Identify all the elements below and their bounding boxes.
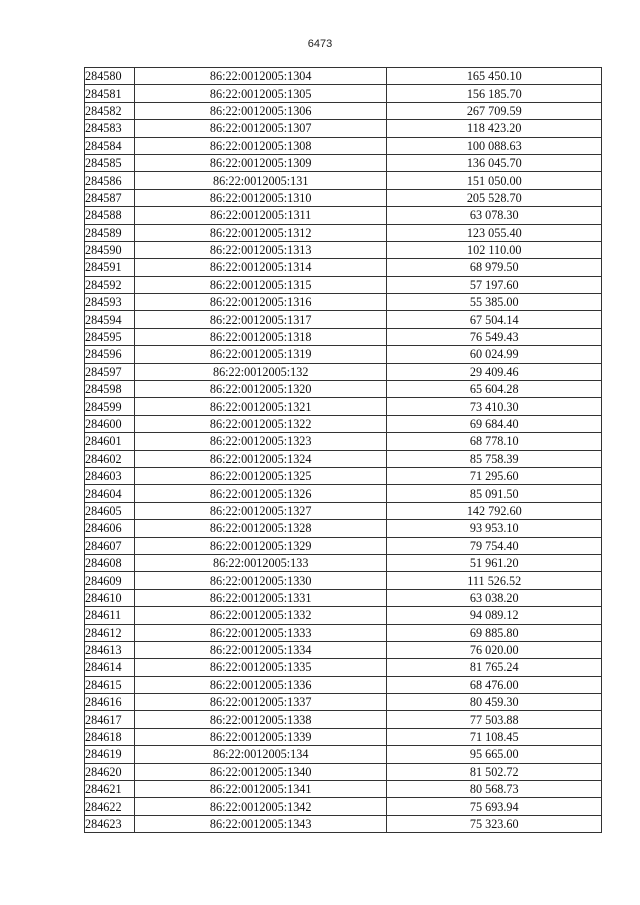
table-row: [85, 363, 602, 380]
cadastral-number-cell: 86:22:0012005:1306: [134, 102, 387, 119]
row-id-cell: 284585: [85, 154, 135, 171]
cadastral-value-cell: 267 709.59: [387, 102, 602, 119]
cadastral-number-cell: 86:22:0012005:1319: [134, 346, 387, 363]
cadastral-number-cell: 86:22:0012005:1317: [134, 311, 387, 328]
cadastral-number-cell: 86:22:0012005:134: [134, 746, 387, 763]
table-row: [85, 520, 602, 537]
table-row: [85, 207, 602, 224]
cadastral-number-cell: 86:22:0012005:1342: [134, 798, 387, 815]
cadastral-number-cell: 86:22:0012005:1318: [134, 328, 387, 345]
cadastral-value-cell: 136 045.70: [387, 154, 602, 171]
cadastral-number-cell: 86:22:0012005:1320: [134, 381, 387, 398]
table-row: [85, 711, 602, 728]
cadastral-value-cell: 68 476.00: [387, 676, 602, 693]
table-row: [85, 398, 602, 415]
cadastral-value-cell: 94 089.12: [387, 607, 602, 624]
cadastral-value-cell: 65 604.28: [387, 381, 602, 398]
table-row: [85, 781, 602, 798]
row-id-cell: 284618: [85, 728, 135, 745]
cadastral-value-cell: 63 038.20: [387, 589, 602, 606]
row-id-cell: 284594: [85, 311, 135, 328]
table-row: [85, 485, 602, 502]
row-id-cell: 284584: [85, 137, 135, 154]
row-id-cell: 284604: [85, 485, 135, 502]
cadastral-value-cell: 156 185.70: [387, 85, 602, 102]
cadastral-value-cell: 118 423.20: [387, 120, 602, 137]
row-id-cell: 284582: [85, 102, 135, 119]
cadastral-value-cell: 71 108.45: [387, 728, 602, 745]
row-id-cell: 284597: [85, 363, 135, 380]
cadastral-value-cell: 79 754.40: [387, 537, 602, 554]
table-row: [85, 641, 602, 658]
table-row: [85, 102, 602, 119]
cadastral-value-cell: 57 197.60: [387, 276, 602, 293]
cadastral-value-cell: 69 684.40: [387, 415, 602, 432]
cadastral-number-cell: 86:22:0012005:131: [134, 172, 387, 189]
table-row: [85, 224, 602, 241]
row-id-cell: 284609: [85, 572, 135, 589]
cadastral-value-cell: 95 665.00: [387, 746, 602, 763]
table-row: [85, 694, 602, 711]
cadastral-number-cell: 86:22:0012005:1308: [134, 137, 387, 154]
row-id-cell: 284587: [85, 189, 135, 206]
table-row: [85, 68, 602, 85]
table-row: [85, 607, 602, 624]
cadastral-number-cell: 86:22:0012005:1332: [134, 607, 387, 624]
table-row: [85, 276, 602, 293]
row-id-cell: 284617: [85, 711, 135, 728]
cadastral-number-cell: 86:22:0012005:1321: [134, 398, 387, 415]
cadastral-number-cell: 86:22:0012005:1339: [134, 728, 387, 745]
row-id-cell: 284621: [85, 781, 135, 798]
cadastral-value-cell: 60 024.99: [387, 346, 602, 363]
table-row: [85, 294, 602, 311]
cadastral-value-cell: 85 758.39: [387, 450, 602, 467]
cadastral-number-cell: 86:22:0012005:1330: [134, 572, 387, 589]
table-row: [85, 502, 602, 519]
row-id-cell: 284603: [85, 467, 135, 484]
table-row: [85, 172, 602, 189]
cadastral-number-cell: 86:22:0012005:1307: [134, 120, 387, 137]
cadastral-number-cell: 86:22:0012005:1305: [134, 85, 387, 102]
table-row: [85, 676, 602, 693]
table-row: [85, 659, 602, 676]
row-id-cell: 284590: [85, 241, 135, 258]
table-row: [85, 554, 602, 571]
table-row: [85, 137, 602, 154]
cadastral-value-cell: 63 078.30: [387, 207, 602, 224]
table-row: [85, 328, 602, 345]
row-id-cell: 284601: [85, 433, 135, 450]
cadastral-value-table: [84, 67, 602, 833]
cadastral-number-cell: 86:22:0012005:1310: [134, 189, 387, 206]
cadastral-value-cell: 29 409.46: [387, 363, 602, 380]
table-row: [85, 728, 602, 745]
row-id-cell: 284606: [85, 520, 135, 537]
cadastral-value-cell: 73 410.30: [387, 398, 602, 415]
row-id-cell: 284593: [85, 294, 135, 311]
cadastral-value-cell: 142 792.60: [387, 502, 602, 519]
row-id-cell: 284583: [85, 120, 135, 137]
cadastral-value-cell: 68 778.10: [387, 433, 602, 450]
cadastral-number-cell: 86:22:0012005:1333: [134, 624, 387, 641]
row-id-cell: 284596: [85, 346, 135, 363]
cadastral-number-cell: 86:22:0012005:1331: [134, 589, 387, 606]
cadastral-number-cell: 86:22:0012005:1337: [134, 694, 387, 711]
cadastral-value-cell: 102 110.00: [387, 241, 602, 258]
cadastral-value-cell: 76 020.00: [387, 641, 602, 658]
row-id-cell: 284591: [85, 259, 135, 276]
table-row: [85, 154, 602, 171]
row-id-cell: 284592: [85, 276, 135, 293]
row-id-cell: 284613: [85, 641, 135, 658]
row-id-cell: 284619: [85, 746, 135, 763]
row-id-cell: 284615: [85, 676, 135, 693]
table-row: [85, 433, 602, 450]
row-id-cell: 284580: [85, 68, 135, 85]
cadastral-value-cell: 81 502.72: [387, 763, 602, 780]
row-id-cell: 284602: [85, 450, 135, 467]
cadastral-value-cell: 51 961.20: [387, 554, 602, 571]
cadastral-number-cell: 86:22:0012005:1309: [134, 154, 387, 171]
table-row: [85, 763, 602, 780]
cadastral-value-cell: 68 979.50: [387, 259, 602, 276]
cadastral-number-cell: 86:22:0012005:1311: [134, 207, 387, 224]
cadastral-value-cell: 165 450.10: [387, 68, 602, 85]
page-number: 6473: [307, 38, 333, 50]
table-row: [85, 624, 602, 641]
table-row: [85, 120, 602, 137]
cadastral-number-cell: 86:22:0012005:1327: [134, 502, 387, 519]
cadastral-value-cell: 67 504.14: [387, 311, 602, 328]
cadastral-number-cell: 86:22:0012005:1343: [134, 815, 387, 832]
cadastral-number-cell: 86:22:0012005:1335: [134, 659, 387, 676]
table-row: [85, 450, 602, 467]
cadastral-number-cell: 86:22:0012005:1323: [134, 433, 387, 450]
cadastral-value-cell: 55 385.00: [387, 294, 602, 311]
row-id-cell: 284622: [85, 798, 135, 815]
cadastral-value-cell: 81 765.24: [387, 659, 602, 676]
table-row: [85, 85, 602, 102]
table-row: [85, 415, 602, 432]
table-row: [85, 572, 602, 589]
row-id-cell: 284608: [85, 554, 135, 571]
cadastral-number-cell: 86:22:0012005:1334: [134, 641, 387, 658]
row-id-cell: 284620: [85, 763, 135, 780]
cadastral-value-cell: 100 088.63: [387, 137, 602, 154]
table-body: [85, 68, 602, 833]
cadastral-number-cell: 86:22:0012005:1322: [134, 415, 387, 432]
table-row: [85, 381, 602, 398]
cadastral-value-cell: 205 528.70: [387, 189, 602, 206]
row-id-cell: 284586: [85, 172, 135, 189]
row-id-cell: 284616: [85, 694, 135, 711]
row-id-cell: 284623: [85, 815, 135, 832]
cadastral-value-cell: 151 050.00: [387, 172, 602, 189]
cadastral-value-cell: 77 503.88: [387, 711, 602, 728]
table-row: [85, 259, 602, 276]
table-row: [85, 589, 602, 606]
cadastral-number-cell: 86:22:0012005:1336: [134, 676, 387, 693]
table-row: [85, 241, 602, 258]
cadastral-number-cell: 86:22:0012005:1341: [134, 781, 387, 798]
table-row: [85, 189, 602, 206]
table-row: [85, 746, 602, 763]
table-row: [85, 311, 602, 328]
row-id-cell: 284588: [85, 207, 135, 224]
cadastral-value-cell: 111 526.52: [387, 572, 602, 589]
cadastral-number-cell: 86:22:0012005:1325: [134, 467, 387, 484]
cadastral-value-cell: 69 885.80: [387, 624, 602, 641]
cadastral-value-cell: 76 549.43: [387, 328, 602, 345]
table-row: [85, 815, 602, 832]
cadastral-value-cell: 80 568.73: [387, 781, 602, 798]
cadastral-number-cell: 86:22:0012005:1324: [134, 450, 387, 467]
cadastral-number-cell: 86:22:0012005:1316: [134, 294, 387, 311]
row-id-cell: 284589: [85, 224, 135, 241]
row-id-cell: 284600: [85, 415, 135, 432]
row-id-cell: 284598: [85, 381, 135, 398]
cadastral-value-cell: 93 953.10: [387, 520, 602, 537]
cadastral-value-cell: 75 693.94: [387, 798, 602, 815]
cadastral-number-cell: 86:22:0012005:1328: [134, 520, 387, 537]
cadastral-number-cell: 86:22:0012005:1326: [134, 485, 387, 502]
table-row: [85, 346, 602, 363]
row-id-cell: 284599: [85, 398, 135, 415]
cadastral-number-cell: 86:22:0012005:1315: [134, 276, 387, 293]
cadastral-number-cell: 86:22:0012005:1329: [134, 537, 387, 554]
row-id-cell: 284581: [85, 85, 135, 102]
table-row: [85, 537, 602, 554]
cadastral-value-cell: 71 295.60: [387, 467, 602, 484]
row-id-cell: 284611: [85, 607, 135, 624]
cadastral-number-cell: 86:22:0012005:1340: [134, 763, 387, 780]
cadastral-number-cell: 86:22:0012005:133: [134, 554, 387, 571]
row-id-cell: 284614: [85, 659, 135, 676]
cadastral-value-cell: 85 091.50: [387, 485, 602, 502]
cadastral-value-cell: 123 055.40: [387, 224, 602, 241]
row-id-cell: 284607: [85, 537, 135, 554]
cadastral-number-cell: 86:22:0012005:1312: [134, 224, 387, 241]
table-row: [85, 467, 602, 484]
row-id-cell: 284595: [85, 328, 135, 345]
row-id-cell: 284610: [85, 589, 135, 606]
cadastral-value-cell: 80 459.30: [387, 694, 602, 711]
cadastral-number-cell: 86:22:0012005:1304: [134, 68, 387, 85]
cadastral-value-cell: 75 323.60: [387, 815, 602, 832]
row-id-cell: 284605: [85, 502, 135, 519]
cadastral-number-cell: 86:22:0012005:1313: [134, 241, 387, 258]
cadastral-number-cell: 86:22:0012005:132: [134, 363, 387, 380]
cadastral-number-cell: 86:22:0012005:1338: [134, 711, 387, 728]
cadastral-number-cell: 86:22:0012005:1314: [134, 259, 387, 276]
row-id-cell: 284612: [85, 624, 135, 641]
table-row: [85, 798, 602, 815]
